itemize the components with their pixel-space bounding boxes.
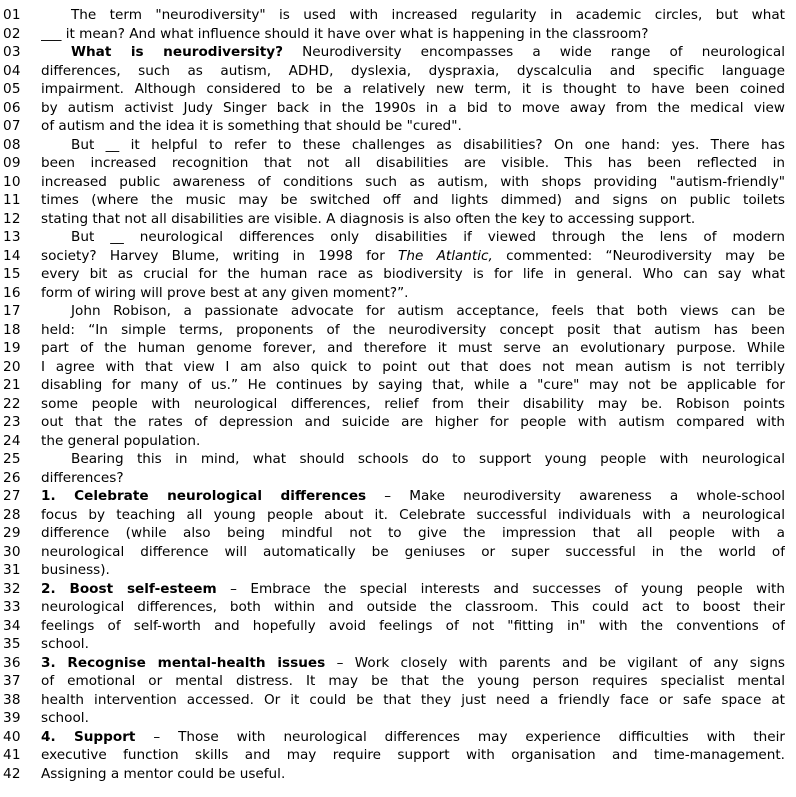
line-number: 16 xyxy=(3,284,21,301)
line-number: 13 xyxy=(3,229,21,245)
text-segment: impairment. Although considered to be a relatively new term, it is thought to have been coined xyxy=(41,81,785,97)
text-line xyxy=(0,395,796,414)
bold-heading: 4. Support xyxy=(41,728,136,745)
line-text xyxy=(41,469,785,488)
line-number: 26 xyxy=(3,469,21,486)
line-text xyxy=(41,6,785,25)
text-segment: – Those with neurological differences may experience difficulties with their xyxy=(135,728,785,745)
text-segment: times (where the music may be switched off and lights dimmed) and signs on public toilets xyxy=(41,192,785,208)
line-text xyxy=(41,265,785,284)
text-segment: difference (while also being mindful not to give the impression that all people with a xyxy=(41,525,785,541)
text-segment: focus by teaching all young people about it. Celebrate successful individuals with a neurological xyxy=(41,506,785,523)
text-line xyxy=(0,617,796,636)
text-segment: – Work closely with parents and be vigilant of any signs xyxy=(325,654,785,671)
text-segment: school. xyxy=(41,636,89,652)
line-number: 21 xyxy=(3,377,21,393)
line-text xyxy=(41,709,785,728)
text-line xyxy=(0,247,796,266)
line-text xyxy=(41,173,785,192)
line-number: 39 xyxy=(3,710,21,726)
text-segment: I agree with that view I am also quick to point out that does not mean autism is not terribly xyxy=(41,358,785,375)
line-number: 40 xyxy=(3,728,21,745)
line-number: 14 xyxy=(3,247,21,264)
line-number: 04 xyxy=(3,62,21,79)
text-segment: out that the rates of depression and suicide are higher for people with autism compared with xyxy=(41,414,785,430)
line-number: 05 xyxy=(3,81,21,97)
line-number: 32 xyxy=(3,580,21,597)
line-text xyxy=(41,543,785,562)
line-text xyxy=(41,432,785,451)
text-line xyxy=(0,321,796,340)
bold-heading: 1. Celebrate neurological differences xyxy=(41,488,367,504)
line-number: 10 xyxy=(3,173,21,190)
line-number: 03 xyxy=(3,44,21,60)
text-line xyxy=(0,173,796,192)
line-text xyxy=(41,580,785,599)
line-number: 30 xyxy=(3,543,21,560)
line-text xyxy=(41,339,785,358)
line-text xyxy=(41,506,785,525)
text-segment: of autism and the idea it is something that should be "cured". xyxy=(41,118,462,134)
text-segment: the general population. xyxy=(41,432,201,449)
document-body xyxy=(0,6,796,783)
text-line xyxy=(0,228,796,247)
text-line xyxy=(0,358,796,377)
line-text xyxy=(41,635,785,654)
line-number: 20 xyxy=(3,358,21,375)
text-line xyxy=(0,191,796,210)
text-line xyxy=(0,136,796,155)
text-line xyxy=(0,265,796,284)
text-segment: Bearing this in mind, what should schools do to support young people with neurological xyxy=(71,451,785,467)
line-text xyxy=(41,136,785,155)
line-number: 22 xyxy=(3,395,21,412)
text-segment: neurological differences, both within and outside the classroom. This could act to boost their xyxy=(41,599,785,615)
line-number: 09 xyxy=(3,155,21,171)
text-segment: differences? xyxy=(41,469,124,486)
text-line xyxy=(0,746,796,765)
line-number: 35 xyxy=(3,636,21,652)
text-segment: every bit as crucial for the human race as biodiversity is for life in general. Who can say what xyxy=(41,266,785,282)
line-text xyxy=(41,746,785,765)
text-segment: – Make neurodiversity awareness a whole-school xyxy=(366,488,785,504)
line-number: 02 xyxy=(3,25,21,42)
line-number: 31 xyxy=(3,562,21,578)
line-number: 41 xyxy=(3,747,21,763)
text-segment: some people with neurological differences, relief from their disability may be. Robison points xyxy=(41,395,785,412)
line-text xyxy=(41,598,785,617)
text-segment: business). xyxy=(41,562,110,578)
text-line xyxy=(0,25,796,44)
text-line xyxy=(0,487,796,506)
line-text xyxy=(41,672,785,691)
text-line xyxy=(0,284,796,303)
text-segment: executive function skills and may require support with organisation and time-management. xyxy=(41,747,785,763)
text-line xyxy=(0,765,796,784)
text-line xyxy=(0,210,796,229)
text-segment: But __ it helpful to refer to these challenges as disabilities? On one hand: yes. There has xyxy=(71,136,785,153)
text-line xyxy=(0,654,796,673)
text-segment: commented: “Neurodiversity may be xyxy=(492,247,785,264)
line-number: 19 xyxy=(3,340,21,356)
text-segment: – Embrace the special interests and successes of young people with xyxy=(216,580,785,597)
line-text xyxy=(41,228,785,247)
line-number: 36 xyxy=(3,654,21,671)
bold-heading: What is neurodiversity? xyxy=(71,44,283,60)
line-text xyxy=(41,617,785,636)
line-text xyxy=(41,43,785,62)
text-line xyxy=(0,154,796,173)
line-number: 29 xyxy=(3,525,21,541)
line-text xyxy=(41,561,785,580)
line-text xyxy=(41,487,785,506)
line-text xyxy=(41,376,785,395)
line-number: 27 xyxy=(3,488,21,504)
text-segment: part of the human genome forever, and therefore it must serve an evolutionary purpose. While xyxy=(41,340,785,356)
line-text xyxy=(41,413,785,432)
text-line xyxy=(0,413,796,432)
text-line xyxy=(0,6,796,25)
text-line xyxy=(0,635,796,654)
line-text xyxy=(41,728,785,747)
line-text xyxy=(41,25,785,44)
text-segment: Neurodiversity encompasses a wide range of neurological xyxy=(282,44,785,60)
text-line xyxy=(0,62,796,81)
text-segment: ___ it mean? And what influence should it have over what is happening in the classroom? xyxy=(41,25,649,42)
text-segment: held: “In simple terms, proponents of the neurodiversity concept posit that autism has been xyxy=(41,321,785,338)
text-line xyxy=(0,728,796,747)
line-number: 24 xyxy=(3,432,21,449)
line-text xyxy=(41,247,785,266)
line-text xyxy=(41,654,785,673)
text-line xyxy=(0,432,796,451)
text-segment: neurological difference will automatically be geniuses or super successful in the world of xyxy=(41,543,785,560)
line-number: 28 xyxy=(3,506,21,523)
line-text xyxy=(41,154,785,173)
line-number: 37 xyxy=(3,673,21,689)
line-text xyxy=(41,395,785,414)
line-text xyxy=(41,765,785,784)
text-line xyxy=(0,543,796,562)
line-text xyxy=(41,99,785,118)
line-text xyxy=(41,321,785,340)
text-segment: John Robison, a passionate advocate for autism acceptance, feels that both views can be xyxy=(71,303,785,319)
text-segment: disabling for many of us.” He continues by saying that, while a "cure" may not be applicable for xyxy=(41,377,785,393)
bold-heading: 3. Recognise mental-health issues xyxy=(41,654,326,671)
text-line xyxy=(0,506,796,525)
line-number: 17 xyxy=(3,303,21,319)
line-text xyxy=(41,210,785,229)
text-segment: stating that not all disabilities are visible. A diagnosis is also often the key to accessing support. xyxy=(41,210,696,227)
line-number: 01 xyxy=(3,7,21,23)
text-line xyxy=(0,561,796,580)
line-number: 23 xyxy=(3,414,21,430)
text-line xyxy=(0,672,796,691)
line-text xyxy=(41,302,785,321)
line-number: 15 xyxy=(3,266,21,282)
bold-heading: 2. Boost self-esteem xyxy=(41,580,217,597)
text-segment: by autism activist Judy Singer back in the 1990s in a bid to move away from the medical view xyxy=(41,99,785,116)
line-text xyxy=(41,191,785,210)
line-number: 12 xyxy=(3,210,21,227)
line-number: 06 xyxy=(3,99,21,116)
text-segment: The term "neurodiversity" is used with increased regularity in academic circles, but what xyxy=(71,7,785,23)
line-text xyxy=(41,284,785,303)
text-line xyxy=(0,691,796,710)
line-text xyxy=(41,80,785,99)
line-number: 07 xyxy=(3,118,21,134)
line-number: 42 xyxy=(3,765,21,782)
text-segment: health intervention accessed. Or it could be that they just need a friendly face or safe space at xyxy=(41,691,785,708)
text-segment: But __ neurological differences only disabilities if viewed through the lens of modern xyxy=(71,229,785,245)
line-text xyxy=(41,524,785,543)
text-segment: differences, such as autism, ADHD, dyslexia, dyspraxia, dyscalculia and specific language xyxy=(41,62,785,79)
line-number: 38 xyxy=(3,691,21,708)
text-line xyxy=(0,376,796,395)
text-line xyxy=(0,80,796,99)
text-line xyxy=(0,709,796,728)
text-segment: increased public awareness of conditions such as autism, with shops providing "autism-friendly" xyxy=(41,173,785,190)
text-line xyxy=(0,43,796,62)
line-number: 34 xyxy=(3,617,21,634)
text-segment: feelings of self-worth and hopefully avoid feelings of not "fitting in" with the conventions of xyxy=(41,617,785,634)
line-number: 11 xyxy=(3,192,21,208)
text-line xyxy=(0,302,796,321)
line-text xyxy=(41,691,785,710)
text-line xyxy=(0,450,796,469)
text-segment: been increased recognition that not all disabilities are visible. This has been reflected in xyxy=(41,155,785,171)
text-line xyxy=(0,99,796,118)
text-segment: society? Harvey Blume, writing in 1998 for xyxy=(41,247,399,264)
text-line xyxy=(0,469,796,488)
line-number: 25 xyxy=(3,451,21,467)
text-line xyxy=(0,524,796,543)
text-line xyxy=(0,339,796,358)
text-segment: Assigning a mentor could be useful. xyxy=(41,765,286,782)
text-segment: of emotional or mental distress. It may be that the young person requires specialist mental xyxy=(41,673,785,689)
italic-text: The Atlantic, xyxy=(398,247,493,264)
line-text xyxy=(41,117,785,136)
text-segment: form of wiring will prove best at any given moment?”. xyxy=(41,284,409,301)
line-number: 08 xyxy=(3,136,21,153)
line-number: 18 xyxy=(3,321,21,338)
line-text xyxy=(41,450,785,469)
text-line xyxy=(0,117,796,136)
line-number: 33 xyxy=(3,599,21,615)
line-text xyxy=(41,62,785,81)
line-text xyxy=(41,358,785,377)
text-line xyxy=(0,580,796,599)
text-segment: school. xyxy=(41,710,89,726)
text-line xyxy=(0,598,796,617)
